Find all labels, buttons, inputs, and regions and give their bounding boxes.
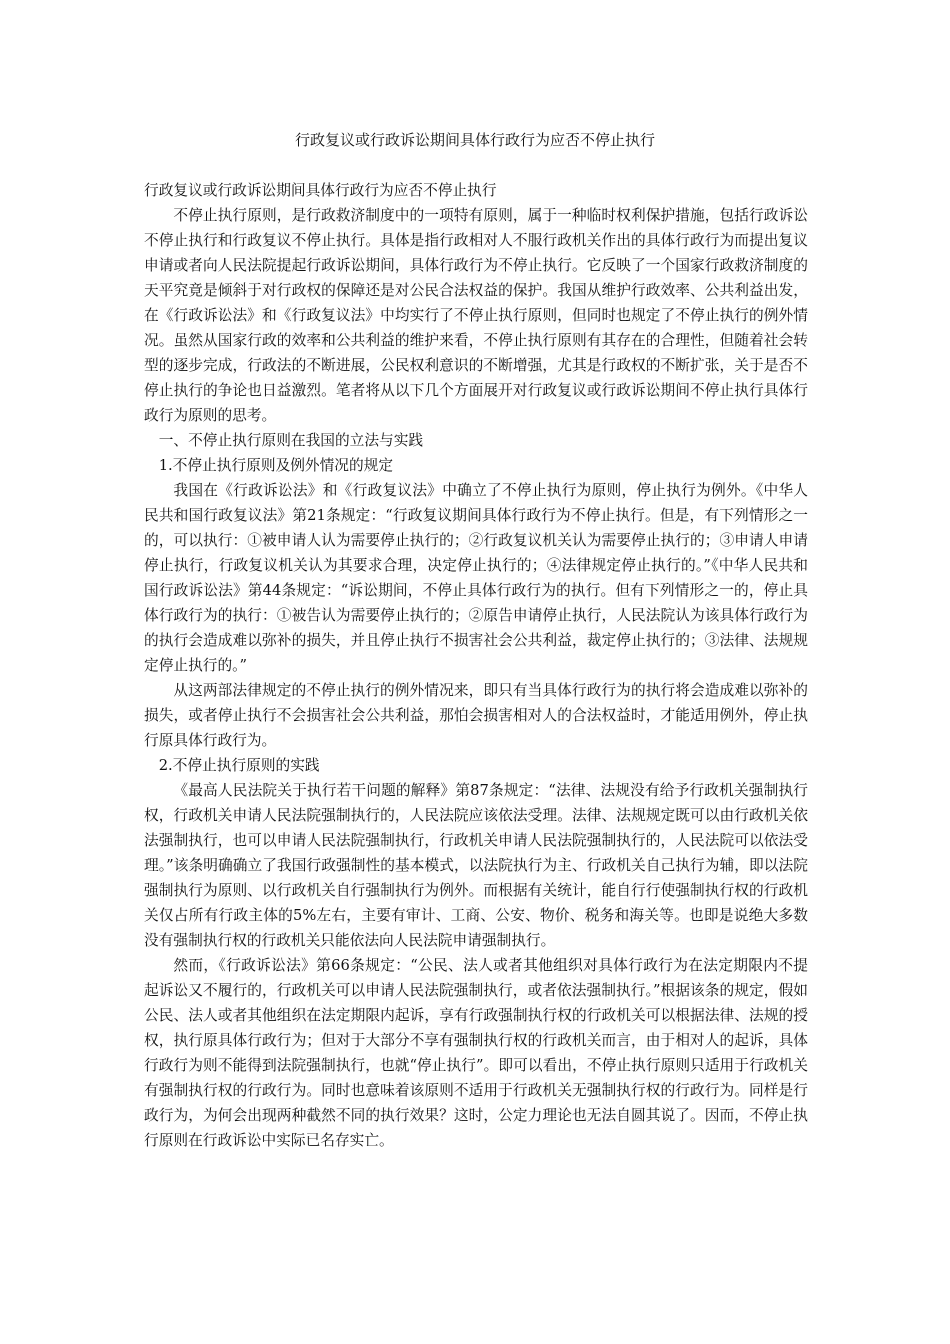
law-provisions-paragraph: 我国在《行政诉讼法》和《行政复议法》中确立了不停止执行为原则，停止执行为例外。《中华人民共和国行政复议法》第21条规定：“行政复议期间具体行政行为不停止执行。但是，有下列情形之一的，可以执行：①被申请人认为需要停止执行的；②行政复议机关认为需要停止执行的；③申请人申请停止执行，行政复议机关认为其要求合理，决定停止执行的；④法律规定停止执行的。”《中华人民共和国行政诉讼法》第44条规定：“诉讼期间，不停止具体行政行为的执行。但有下列情形之一的，停止具体行政行为的执行：①被告认为需要停止执行的；②原告申请停止执行，人民法院认为该具体行政行为的执行会造成难以弥补的损失，并且停止执行不损害社会公共利益，裁定停止执行的；③法律、法规规定停止执行的。” (144, 482, 808, 674)
article-66-paragraph: 然而，《行政诉讼法》第66条规定：“公民、法人或者其他组织对具体行政行为在法定期限内不提起诉讼又不履行的，行政机关可以申请人民法院强制执行，或者依法强制执行。”根据该条的规定，假如公民、法人或者其他组织在法定期限内起诉，享有行政强制执行权的行政机关可以根据法律、法规的授权，执行原具体行政行为；但对于大部分不享有强制执行权的行政机关而言，由于相对人的起诉，具体行政行为则不能得到法院强制执行，也就“停止执行”。即可以看出，不停止执行原则只适用于行政机关有强制执行权的行政行为。同时也意味着该原则不适用于行政机关无强制执行权的行政行为。同样是行政行为，为何会出现两种截然不同的执行效果？这时，公定力理论也无法自圆其说了。因而，不停止执行原则在行政诉讼中实际已名存实亡。 (144, 957, 808, 1149)
subsection-heading-1: 1.不停止执行原则及例外情况的规定 (158, 457, 394, 474)
subsection-heading-2: 2.不停止执行原则的实践 (158, 757, 320, 774)
body-subtitle: 行政复议或行政诉讼期间具体行政行为应否不停止执行 (144, 182, 497, 199)
judicial-interpretation-paragraph: 《最高人民法院关于执行若干问题的解释》第87条规定：“法律、法规没有给予行政机关强制执行权，行政机关申请人民法院强制执行的，人民法院应该依法受理。法律、法规规定既可以由行政机关依法强制执行，也可以申请人民法院强制执行，行政机关申请人民法院强制执行的，人民法院可以依法受理。”该条明确确立了我国行政强制性的基本模式，以法院执行为主、行政机关自己执行为辅，即以法院强制执行为原则、以行政机关自行强制执行为例外。而根据有关统计，能自行行使强制执行权的行政机关仅占所有行政主体的5%左右，主要有审计、工商、公安、物价、税务和海关等。也即是说绝大多数没有强制执行权的行政机关只能依法向人民法院申请强制执行。 (144, 782, 808, 949)
section-heading-1: 一、不停止执行原则在我国的立法与实践 (158, 432, 424, 449)
document-title: 行政复议或行政诉讼期间具体行政行为应否不停止执行 (294, 131, 655, 149)
exceptions-paragraph: 从这两部法律规定的不停止执行的例外情况来，即只有当具体行政行为的执行将会造成难以弥补的损失，或者停止执行不会损害社会公共利益，那怕会损害相对人的合法权益时，才能适用例外，停止执行原具体行政行为。 (144, 682, 808, 749)
intro-paragraph: 不停止执行原则，是行政救济制度中的一项特有原则，属于一种临时权利保护措施，包括行政诉讼不停止执行和行政复议不停止执行。具体是指行政相对人不服行政机关作出的具体行政行为而提出复议申请或者向人民法院提起行政诉讼期间，具体行政行为不停止执行。它反映了一个国家行政救济制度的天平究竟是倾斜于对行政权的保障还是对公民合法权益的保护。我国从维护行政效率、公共利益出发，在《行政诉讼法》和《行政复议法》中均实行了不停止执行原则，但同时也规定了不停止执行的例外情况。虽然从国家行政的效率和公共利益的维护来看，不停止执行原则有其存在的合理性，但随着社会转型的逐步完成，行政法的不断进展，公民权利意识的不断增强，尤其是行政权的不断扩张，关于是否不停止执行的争论也日益激烈。笔者将从以下几个方面展开对行政复议或行政诉讼期间不停止执行具体行政行为原则的思考。 (144, 207, 808, 424)
document-body (144, 178, 808, 1153)
